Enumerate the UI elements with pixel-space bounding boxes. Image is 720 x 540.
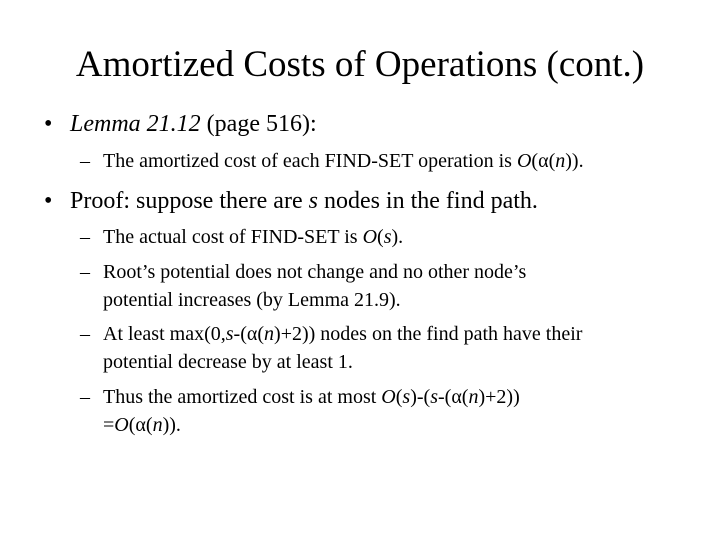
lemma-text — [70, 109, 317, 139]
proof-item-text: Thus the amortized cost is at most O(s)-(s-(α(n)+2)) — [103, 386, 520, 408]
dash-marker: – — [80, 386, 90, 408]
lemma-page-ref: (page 516): — [200, 111, 317, 137]
dash-marker: – — [80, 261, 90, 283]
proof-item-text: potential increases (by Lemma 21.9). — [103, 289, 401, 311]
dash-marker: – — [80, 226, 90, 248]
lemma-statement-text: The amortized cost of each FIND-SET operation is O(α(n)). — [103, 150, 584, 172]
proof-text: Proof: suppose there are s nodes in the find path. — [70, 188, 538, 214]
bullet-marker: • — [44, 188, 53, 214]
proof-item-text: potential decrease by at least 1. — [103, 351, 353, 373]
proof-item-text: At least max(0,s-(α(n)+2)) nodes on the find path have their — [103, 323, 583, 345]
proof-item-text: Root’s potential does not change and no other node’s — [103, 261, 527, 283]
slide-title: Amortized Costs of Operations (cont.) — [75, 44, 645, 85]
bullet-marker: • — [44, 111, 53, 137]
dash-marker: – — [80, 323, 90, 345]
proof-item-text: =O(α(n)). — [103, 414, 181, 436]
dash-marker: – — [80, 150, 90, 172]
proof-item-text: The actual cost of FIND-SET is O(s). — [103, 226, 404, 248]
lemma-name: Lemma 21.12 — [70, 111, 201, 137]
